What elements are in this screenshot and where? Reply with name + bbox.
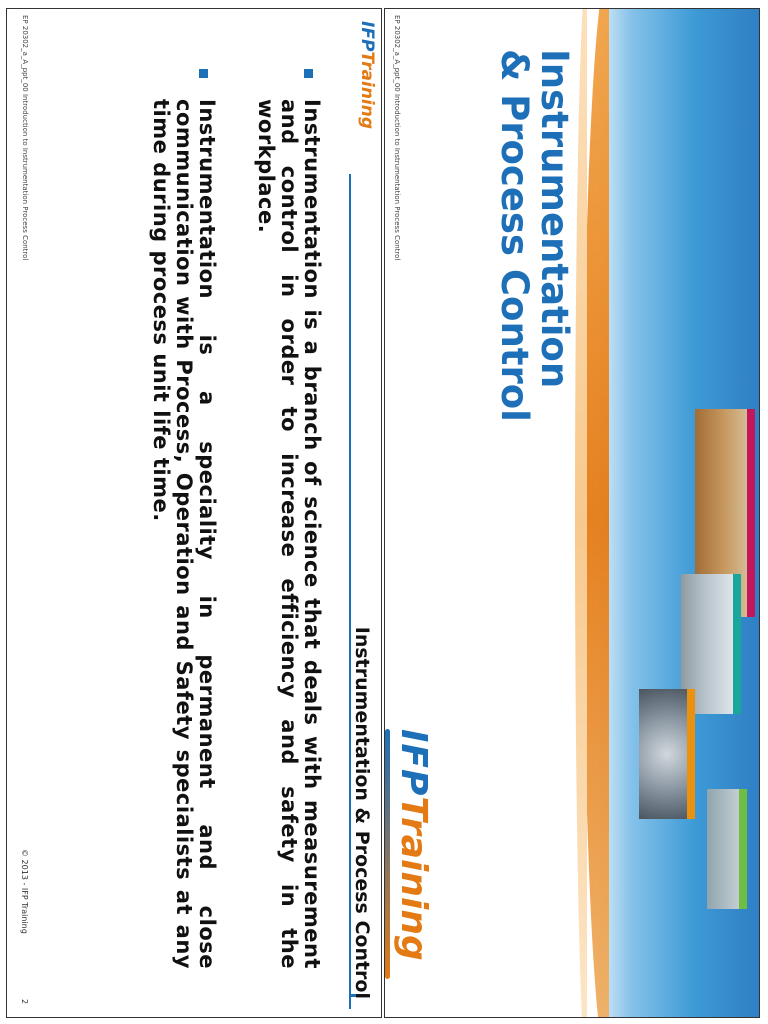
slide-header: Instrumentation & Process Control	[351, 626, 373, 999]
slide-footer: EP 20302_a_A_ppt_00 Introduction to Instrumentation Process Control	[21, 15, 29, 261]
engine-photo	[639, 689, 695, 819]
photo-accent-bar	[747, 409, 755, 617]
bullet-square	[199, 69, 208, 78]
ifp-training-logo-small	[347, 21, 377, 161]
slide-footer: EP 20302_a_A_ppt_00 Introduction to Instrumentation Process Control	[393, 15, 401, 261]
bullet-list	[113, 69, 323, 969]
slide-title	[494, 49, 574, 569]
copyright: © 2013 - IFP Training	[20, 849, 29, 934]
logo-training-text: Training	[357, 51, 377, 130]
title-line-2: & Process Control	[493, 49, 536, 422]
content-slide	[6, 8, 382, 1018]
logo-training-text: Training	[393, 796, 434, 961]
bullet-text: Instrumentation is a speciality in permanent and close communication with Process, Operation and Safety specialists at any time during process unit life time.	[149, 99, 219, 969]
title-line-1: Instrumentation	[533, 49, 576, 389]
bullet-square	[304, 69, 313, 78]
ifp-training-logo	[384, 729, 434, 1009]
page-number: 2	[20, 999, 29, 1005]
bullet-item	[149, 69, 218, 969]
factory-photo	[707, 789, 747, 909]
photo-accent-bar	[733, 574, 741, 714]
light-orange-swoosh	[575, 8, 587, 1018]
title-slide	[384, 8, 760, 1018]
logo-ifp-text: IFP	[357, 21, 377, 52]
bullet-text: Instrumentation is a branch of science that deals with measurement and control in order to increase efficiency and safety in the workplace.	[254, 99, 324, 969]
logo-swoosh	[385, 729, 390, 979]
photo-strip	[637, 409, 747, 1018]
bullet-item	[254, 69, 323, 969]
logo-ifp-text: IFP	[393, 729, 434, 797]
photo-accent-bar	[687, 689, 695, 819]
photo-accent-bar	[739, 789, 747, 909]
